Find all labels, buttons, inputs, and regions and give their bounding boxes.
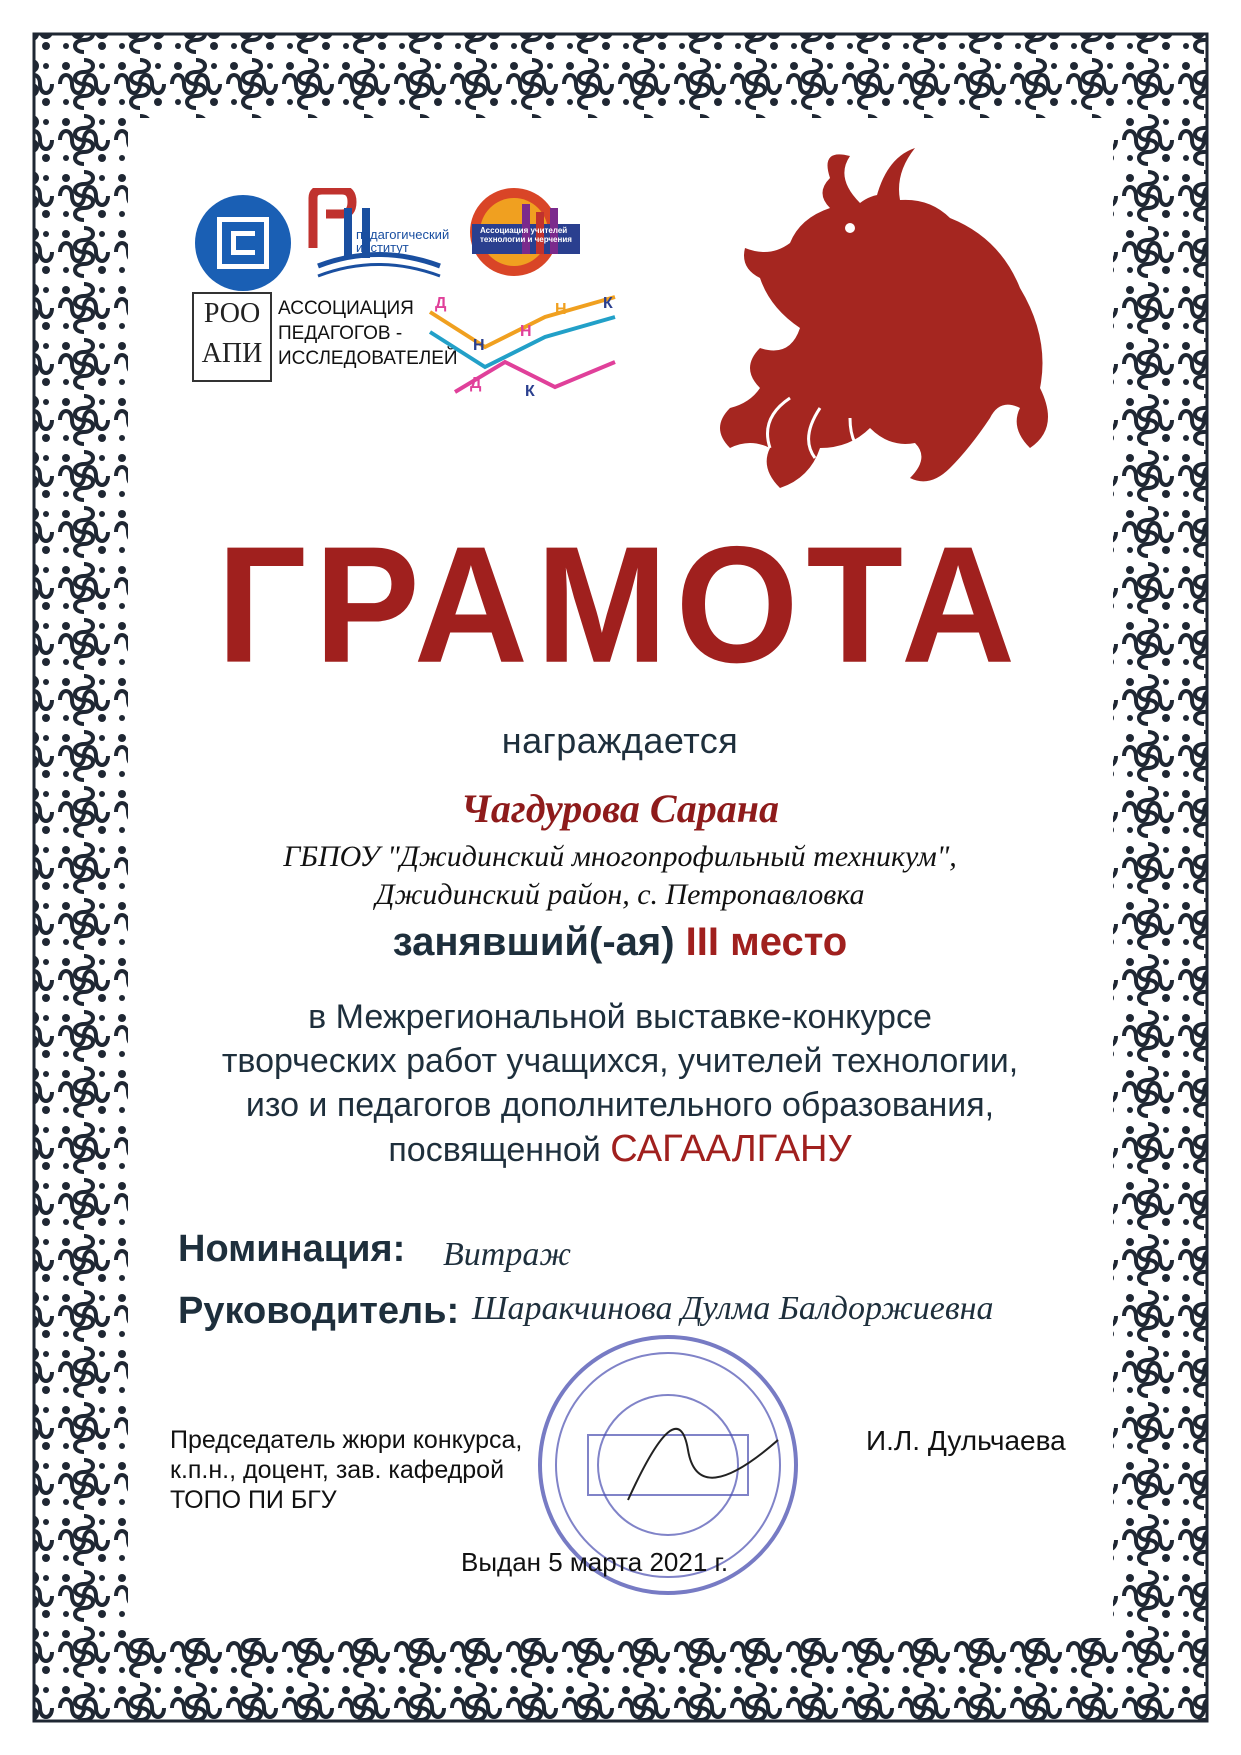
place-line [140,920,1100,965]
roo-line2: ПЕДАГОГОВ - [278,323,403,344]
contest-line3: изо и педагогов дополнительного образования, [245,1086,995,1124]
recipient-name: Чагдурова Сарана [461,786,779,831]
contest-highlight: САГААЛГАНУ [610,1128,852,1170]
organization [140,838,1100,914]
nomination-value: Витраж [443,1236,571,1273]
awarded-text: награждается [501,720,739,761]
organization-line1: ГБПОУ "Джидинский многопрофильный техникум", [283,840,957,873]
svg-text:Д: Д [435,295,447,312]
place-prefix: занявший(-ая) [392,920,675,964]
jury-chair [170,1425,522,1515]
roo-abbr-bottom: АПИ [201,338,263,369]
chair-line2: к.п.н., доцент, зав. кафедрой [170,1456,505,1484]
contest-line4 [140,1127,1100,1172]
signer-name: И.Л. Дульчаева [866,1425,1066,1456]
contest-line1: в Межрегиональной выставке-конкурсе [308,998,932,1036]
roo-api-logo [192,292,272,382]
contest-description [140,995,1100,1172]
place-word: место [730,920,848,964]
svg-text:К: К [525,383,535,400]
bgu-logo [195,195,291,291]
issue-date: Выдан 5 марта 2021 г. [461,1547,729,1577]
red-bull-illustration [700,148,1100,528]
place-number: III [685,920,720,964]
organization-line2: Джидинский район, с. Петропавловка [375,878,865,911]
supervisor-value: Шаракчинова Дулма Балдоржиевна [472,1290,994,1327]
svg-text:К: К [603,295,613,312]
pedagogical-institute-logo [308,188,448,288]
svg-text:Н: Н [473,337,485,354]
dnk-logo [425,292,625,402]
nomination-label: Номинация: [178,1228,406,1270]
svg-text:Н: Н [555,301,567,318]
teachers-association-logo [462,186,582,280]
chair-line3: ТОПО ПИ БГУ [170,1486,337,1514]
roo-line1: АССОЦИАЦИЯ [278,298,414,319]
svg-text:Д: Д [470,375,482,392]
contest-line4-prefix: посвященной [388,1131,601,1169]
certificate-title: ГРАМОТА [216,512,1024,698]
contest-line2: творческих работ учащихся, учителей технологии, [221,1042,1019,1080]
svg-text:Н: Н [520,323,532,340]
roo-line3: ИССЛЕДОВАТЕЛЕЙ [278,348,458,369]
chair-line1: Председатель жюри конкурса, [170,1426,523,1454]
pi-logo-text: педагогический институт [356,227,450,255]
supervisor-label: Руководитель: [178,1290,460,1332]
association-logo-text: Ассоциация учителей технологии и черчения [480,226,572,244]
roo-abbr-top: РОО [203,298,261,329]
